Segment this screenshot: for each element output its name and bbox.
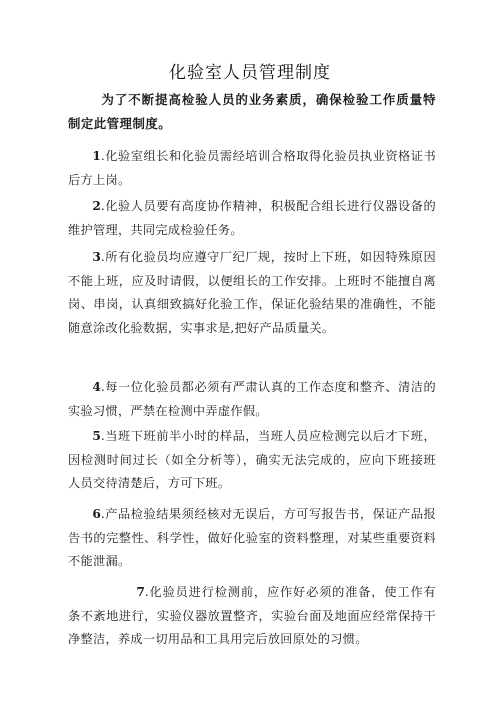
rule-text: .化验员进行检测前，应作好必须的准备，使工作有条不紊地进行，实验仪器放置整齐，实验台面及地面应经常保持干净整洁，养成一切用品和工具用完后放回原处的习惯。 (68, 585, 436, 647)
rule-text: .所有化验员均应遵守厂纪厂规，按时上下班，如因特殊原因不能上班，应及时请假，以便组长的工作安排。上班时不能擅自离岗、串岗，认真细致搞好化验工作，保证化验结果的准确性，不能随意涂改化验数据，实事求是,把好产品质量关。 (68, 250, 436, 335)
rule-item-6 (68, 503, 436, 574)
rule-number: 1 (92, 149, 101, 163)
rule-item-3 (68, 246, 436, 340)
rule-number: 3 (92, 250, 101, 264)
rule-item-5 (68, 425, 436, 496)
page-title: 化验室人员管理制度 (169, 63, 331, 83)
rule-item-2 (68, 195, 436, 242)
rule-text: .产品检验结果须经核对无误后，方可写报告书，保证产品报告书的完整性、科学性，做好化验室的资料整理，对某些重要资料不能泄漏。 (68, 507, 436, 569)
rule-number: 5 (92, 429, 101, 443)
rule-text: .每一位化验员都必须有严肃认真的工作态度和整齐、清洁的实验习惯，严禁在检测中弄虚作假。 (68, 380, 436, 418)
rule-number: 7 (136, 585, 145, 599)
rule-text: .当班下班前半小时的样品，当班人员应检测完以后才下班，因检测时间过长（如全分析等），确实无法完成的，应向下班接班人员交待清楚后，方可下班。 (68, 429, 436, 491)
rule-item-1 (68, 145, 436, 192)
rule-number: 4 (92, 380, 101, 394)
rule-item-7 (68, 581, 436, 652)
rule-number: 6 (92, 507, 101, 521)
rule-text: .化验人员要有高度协作精神，积极配合组长进行仪器设备的维护管理，共同完成检验任务。 (68, 199, 436, 237)
rule-item-4 (68, 376, 436, 423)
rule-text: .化验室组长和化验员需经培训合格取得化验员执业资格证书后方上岗。 (68, 149, 436, 187)
rule-number: 2 (92, 199, 101, 213)
intro-paragraph: 为了不断提高检验人员的业务素质，确保检验工作质量特制定此管理制度。 (68, 92, 436, 131)
